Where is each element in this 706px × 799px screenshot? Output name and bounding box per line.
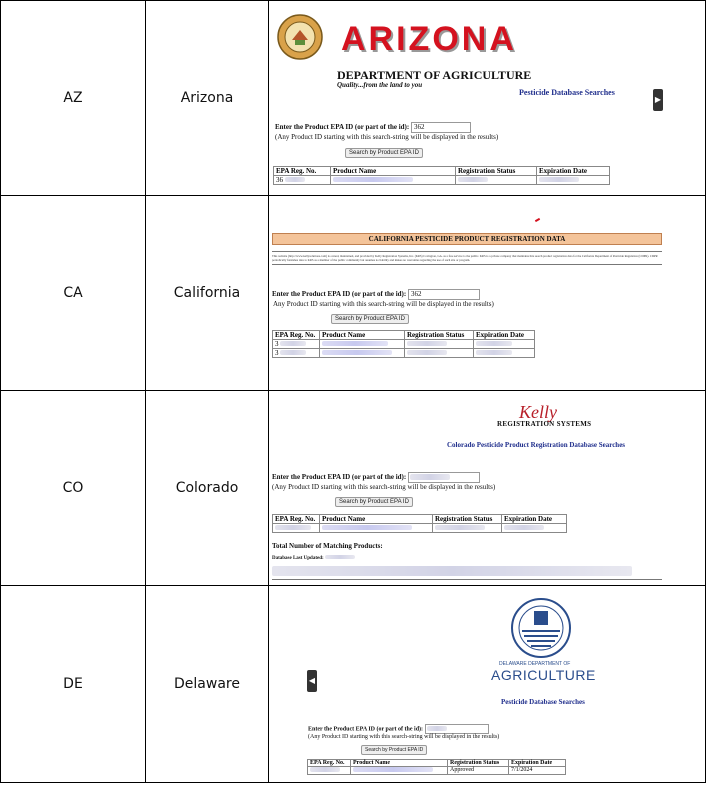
table-row: [273, 348, 535, 357]
epa-id-input[interactable]: [411, 122, 471, 133]
search-note: Any Product ID starting with this search-string will be displayed in the results): [273, 299, 494, 308]
arizona-screenshot: [269, 2, 705, 195]
epa-reg-cell: 3: [275, 348, 279, 357]
product-name-cell[interactable]: [353, 767, 433, 772]
epa-id-row: [272, 289, 480, 300]
col-expiration-date: Expiration Date: [509, 759, 566, 766]
col-registration-status: Registration Status: [456, 166, 537, 175]
arizona-seal-icon: [277, 14, 323, 60]
epa-id-row: [308, 724, 489, 734]
search-button[interactable]: Search by Product EPA ID: [345, 148, 423, 158]
divider: [272, 251, 662, 252]
col-registration-status: Registration Status: [405, 330, 474, 339]
product-name-cell[interactable]: [333, 177, 413, 182]
pesticide-searches-link[interactable]: Pesticide Database Searches: [501, 697, 585, 706]
epa-reg-cell: 3: [275, 339, 279, 348]
delaware-screenshot: [269, 587, 705, 782]
search-button[interactable]: Search by Product EPA ID: [335, 497, 413, 507]
epa-reg-cell: [310, 767, 340, 772]
search-note: (Any Product ID starting with this search-string will be displayed in the results): [275, 132, 499, 141]
last-updated-row: [272, 555, 355, 561]
col-product-name: Product Name: [351, 759, 448, 766]
table-row: [273, 339, 535, 348]
epa-id-input[interactable]: [408, 289, 480, 300]
state-name: Arizona: [146, 1, 269, 196]
search-note: (Any Product ID starting with this search-string will be displayed in the results): [272, 482, 496, 491]
col-epa-reg: EPA Reg. No.: [274, 166, 331, 175]
kelly-logo-script: Kelly: [519, 401, 557, 422]
search-button[interactable]: Search by Product EPA ID: [361, 745, 427, 755]
state-name: Colorado: [146, 391, 269, 586]
state-name: Delaware: [146, 586, 269, 783]
col-epa-reg: EPA Reg. No.: [273, 330, 320, 339]
col-epa-reg: EPA Reg. No.: [308, 759, 351, 766]
epa-id-label: Enter the Product EPA ID (or part of the id):: [308, 725, 424, 732]
screenshot-cell: [269, 1, 706, 196]
epa-id-value: 362: [413, 122, 425, 131]
col-expiration-date: Expiration Date: [502, 514, 567, 523]
screenshot-cell: [269, 391, 706, 586]
colorado-searches-link[interactable]: Colorado Pesticide Product Registration Database Searches: [447, 440, 626, 449]
product-name-cell[interactable]: [322, 525, 412, 530]
epa-id-input[interactable]: [408, 472, 480, 483]
state-abbr: CO: [1, 391, 146, 586]
arizona-title: ARIZONA: [341, 19, 517, 58]
colorado-screenshot: [269, 392, 705, 585]
screenshot-cell: [269, 586, 706, 783]
california-title-bar: [272, 233, 662, 245]
results-header: [273, 330, 535, 339]
table-row: [1, 586, 706, 783]
col-product-name: Product Name: [320, 330, 405, 339]
total-matching-label: Total Number of Matching Products:: [272, 541, 383, 550]
california-screenshot: [269, 197, 705, 390]
epa-id-label: Enter the Product EPA ID (or part of the id):: [275, 122, 410, 131]
last-updated-label: Database Last Updated:: [272, 555, 324, 561]
status-cell: Approved: [448, 766, 509, 774]
screenshot-cell: [269, 196, 706, 391]
col-registration-status: Registration Status: [433, 514, 502, 523]
col-registration-status: Registration Status: [448, 759, 509, 766]
epa-id-input[interactable]: [425, 724, 489, 734]
expiration-cell: 7/1/2024: [509, 766, 566, 774]
results-header: [274, 166, 610, 175]
results-table: [273, 166, 610, 185]
kelly-logo: [495, 402, 595, 430]
epa-id-value: 362: [410, 289, 422, 298]
epa-reg-cell: 36: [276, 175, 283, 184]
disclaimer-text: This website (http://www.kellysolutions.com) is owned, maintained, and provided by Kelly Registration Systems, Inc. (KRS) Covington, GA. as a free service to the public. KRS is a private company that maintains this search product registration data for the California Department of Pesticide Regulation (CDPR). CDPR periodically furnishes data to KRS as a member of the public community but assumes no liability and makes no warranties regarding the use of such site or program.: [272, 253, 658, 262]
table-row: [1, 391, 706, 586]
col-expiration-date: Expiration Date: [537, 166, 610, 175]
search-button[interactable]: Search by Product EPA ID: [331, 314, 409, 324]
search-note: (Any Product ID starting with this search-string will be displayed in the results): [308, 733, 500, 740]
delaware-dept-big: AGRICULTURE: [491, 666, 596, 683]
blurred-footer-text: [272, 566, 632, 576]
state-name: California: [146, 196, 269, 391]
pesticide-searches-link[interactable]: Pesticide Database Searches: [519, 87, 615, 97]
epa-id-label: Enter the Product EPA ID (or part of the id):: [272, 289, 407, 298]
state-abbr: CA: [1, 196, 146, 391]
results-table: [272, 514, 567, 533]
results-table: [307, 759, 566, 775]
epa-id-row: [275, 122, 471, 133]
results-table: [272, 330, 535, 358]
delaware-dept-small: DELAWARE DEPARTMENT OF: [499, 660, 571, 667]
product-name-cell[interactable]: [322, 350, 392, 355]
table-row: [308, 766, 566, 774]
col-product-name: Product Name: [331, 166, 456, 175]
col-epa-reg: EPA Reg. No.: [273, 514, 320, 523]
red-tick-mark: [535, 217, 540, 221]
col-expiration-date: Expiration Date: [474, 330, 535, 339]
state-abbr: DE: [1, 586, 146, 783]
next-arrow-button[interactable]: ▶: [653, 89, 663, 111]
arizona-dept: DEPARTMENT OF AGRICULTURE: [337, 67, 532, 82]
results-header: [308, 759, 566, 766]
epa-id-row: [272, 472, 480, 483]
table-row: [274, 175, 610, 184]
results-header: [273, 514, 567, 523]
delaware-seal-icon: [510, 597, 572, 659]
col-product-name: Product Name: [320, 514, 433, 523]
arizona-tagline: Quality...from the land to you: [337, 80, 423, 89]
epa-reg-cell: [275, 525, 311, 530]
epa-id-label: Enter the Product EPA ID (or part of the id):: [272, 472, 407, 481]
table-row: [1, 196, 706, 391]
kelly-logo-text: REGISTRATION SYSTEMS: [497, 419, 592, 428]
product-name-cell[interactable]: [322, 341, 388, 346]
california-title: CALIFORNIA PESTICIDE PRODUCT REGISTRATION DATA: [368, 234, 566, 243]
table-row: [273, 523, 567, 532]
state-abbr: AZ: [1, 1, 146, 196]
divider: [272, 264, 662, 265]
divider: [272, 579, 662, 580]
table-row: [1, 1, 706, 196]
prev-arrow-button[interactable]: ◀: [307, 670, 317, 692]
